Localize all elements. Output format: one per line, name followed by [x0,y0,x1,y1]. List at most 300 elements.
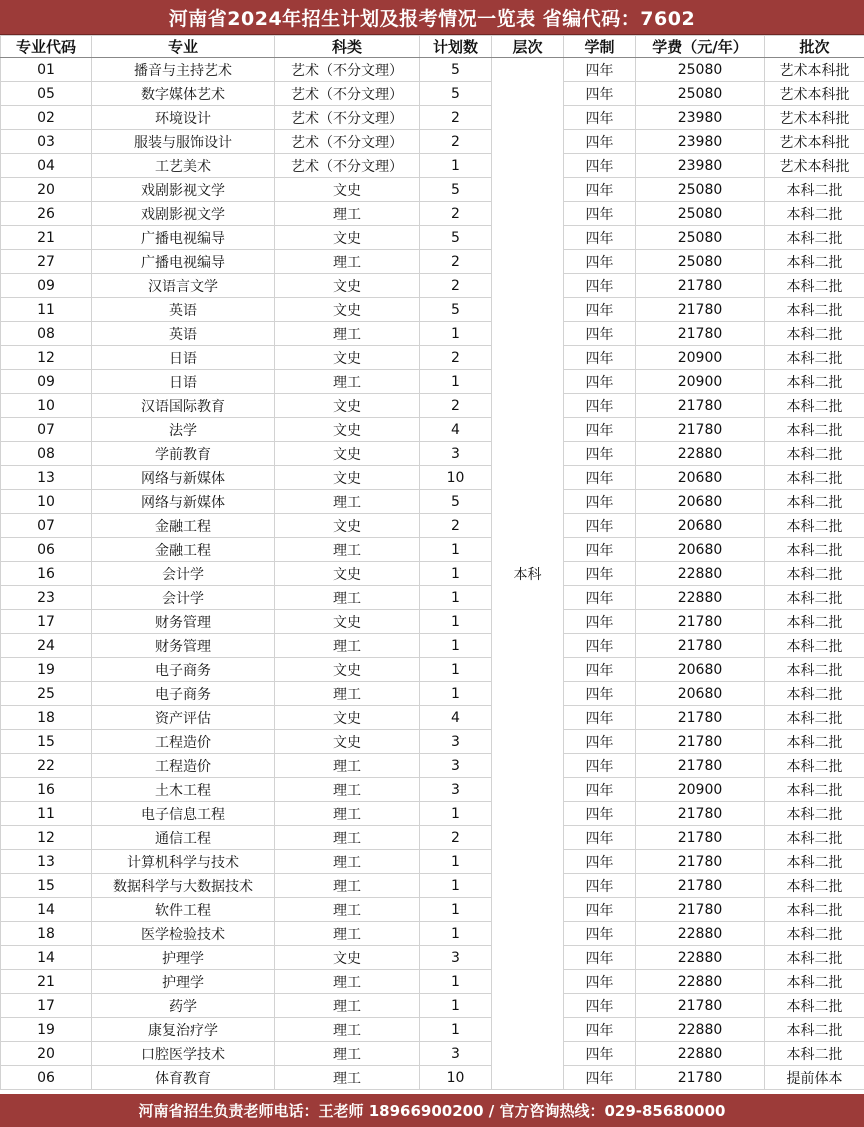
cell-duration: 四年 [564,874,636,898]
cell-duration: 四年 [564,658,636,682]
cell-plan: 1 [420,538,492,562]
cell-code: 25 [1,682,92,706]
table-row [1,394,864,418]
cell-duration: 四年 [564,298,636,322]
cell-code: 20 [1,1042,92,1066]
cell-plan: 1 [420,922,492,946]
cell-major: 财务管理 [92,634,275,658]
cell-major: 工程造价 [92,730,275,754]
cell-category: 艺术（不分文理） [275,106,420,130]
cell-code: 07 [1,418,92,442]
cell-category: 文史 [275,298,420,322]
cell-tuition: 22880 [636,442,765,466]
cell-code: 13 [1,850,92,874]
cell-category: 文史 [275,226,420,250]
cell-major: 电子商务 [92,658,275,682]
cell-batch: 本科二批 [765,418,864,442]
cell-batch: 本科二批 [765,826,864,850]
cell-plan: 10 [420,466,492,490]
cell-major: 计算机科学与技术 [92,850,275,874]
table-row [1,658,864,682]
cell-major: 汉语国际教育 [92,394,275,418]
cell-major: 财务管理 [92,610,275,634]
cell-tuition: 23980 [636,154,765,178]
cell-category: 文史 [275,418,420,442]
cell-batch: 本科二批 [765,442,864,466]
cell-category: 理工 [275,1018,420,1042]
cell-code: 02 [1,106,92,130]
cell-batch: 提前体本 [765,1066,864,1090]
cell-tuition: 20680 [636,466,765,490]
cell-major: 环境设计 [92,106,275,130]
cell-plan: 1 [420,682,492,706]
table-row [1,562,864,586]
cell-batch: 本科二批 [765,250,864,274]
cell-duration: 四年 [564,370,636,394]
table-row [1,178,864,202]
col-header-batch: 批次 [765,36,864,58]
cell-major: 服装与服饰设计 [92,130,275,154]
table-row [1,322,864,346]
table-row [1,250,864,274]
cell-duration: 四年 [564,202,636,226]
cell-plan: 2 [420,130,492,154]
cell-plan: 3 [420,442,492,466]
cell-duration: 四年 [564,1018,636,1042]
table-row [1,730,864,754]
cell-tuition: 21780 [636,634,765,658]
cell-major: 护理学 [92,970,275,994]
cell-tuition: 22880 [636,1042,765,1066]
cell-category: 文史 [275,658,420,682]
table-row [1,106,864,130]
cell-plan: 5 [420,226,492,250]
table-row [1,418,864,442]
cell-plan: 2 [420,346,492,370]
cell-major: 英语 [92,298,275,322]
cell-duration: 四年 [564,634,636,658]
cell-batch: 本科二批 [765,634,864,658]
cell-plan: 5 [420,298,492,322]
cell-code: 16 [1,562,92,586]
cell-tuition: 25080 [636,82,765,106]
cell-code: 16 [1,778,92,802]
table-row [1,922,864,946]
cell-tuition: 20680 [636,658,765,682]
table-row [1,946,864,970]
cell-category: 文史 [275,346,420,370]
cell-batch: 艺术本科批 [765,106,864,130]
cell-plan: 3 [420,946,492,970]
cell-batch: 本科二批 [765,562,864,586]
table-row [1,826,864,850]
cell-batch: 本科二批 [765,922,864,946]
cell-batch: 本科二批 [765,202,864,226]
cell-category: 理工 [275,586,420,610]
col-header-plan: 计划数 [420,36,492,58]
cell-duration: 四年 [564,466,636,490]
cell-tuition: 21780 [636,730,765,754]
cell-plan: 1 [420,850,492,874]
page-title: 河南省2024年招生计划及报考情况一览表 省编代码：7602 [0,0,864,35]
cell-category: 理工 [275,850,420,874]
table-row [1,802,864,826]
cell-batch: 本科二批 [765,994,864,1018]
cell-category: 文史 [275,466,420,490]
cell-duration: 四年 [564,1042,636,1066]
cell-batch: 艺术本科批 [765,130,864,154]
cell-plan: 1 [420,610,492,634]
cell-code: 20 [1,178,92,202]
cell-code: 23 [1,586,92,610]
cell-category: 理工 [275,994,420,1018]
table-header-row [1,36,864,58]
table-row [1,634,864,658]
cell-batch: 艺术本科批 [765,58,864,82]
table-row [1,130,864,154]
col-header-category: 科类 [275,36,420,58]
col-header-major: 专业 [92,36,275,58]
table-row [1,1018,864,1042]
cell-major: 广播电视编导 [92,250,275,274]
cell-level: 本科 [492,58,564,1090]
cell-plan: 1 [420,586,492,610]
cell-code: 11 [1,802,92,826]
cell-duration: 四年 [564,538,636,562]
cell-duration: 四年 [564,802,636,826]
cell-plan: 2 [420,394,492,418]
cell-major: 戏剧影视文学 [92,178,275,202]
cell-batch: 本科二批 [765,898,864,922]
cell-tuition: 21780 [636,754,765,778]
cell-code: 06 [1,538,92,562]
cell-code: 09 [1,370,92,394]
cell-plan: 1 [420,874,492,898]
cell-tuition: 20680 [636,514,765,538]
cell-major: 工程造价 [92,754,275,778]
cell-tuition: 21780 [636,826,765,850]
cell-duration: 四年 [564,178,636,202]
cell-batch: 本科二批 [765,370,864,394]
cell-plan: 1 [420,994,492,1018]
col-header-tuition: 学费（元/年） [636,36,765,58]
cell-major: 日语 [92,370,275,394]
table-row [1,682,864,706]
table-row [1,874,864,898]
cell-batch: 本科二批 [765,274,864,298]
cell-code: 08 [1,442,92,466]
cell-batch: 本科二批 [765,586,864,610]
cell-code: 07 [1,514,92,538]
cell-tuition: 21780 [636,898,765,922]
cell-batch: 本科二批 [765,706,864,730]
cell-plan: 3 [420,730,492,754]
cell-plan: 1 [420,898,492,922]
cell-major: 播音与主持艺术 [92,58,275,82]
cell-major: 土木工程 [92,778,275,802]
cell-major: 网络与新媒体 [92,490,275,514]
cell-code: 05 [1,82,92,106]
cell-major: 法学 [92,418,275,442]
cell-plan: 2 [420,250,492,274]
cell-plan: 2 [420,826,492,850]
cell-code: 17 [1,610,92,634]
cell-plan: 5 [420,58,492,82]
cell-major: 数字媒体艺术 [92,82,275,106]
cell-batch: 本科二批 [765,178,864,202]
cell-batch: 本科二批 [765,754,864,778]
cell-code: 12 [1,826,92,850]
cell-major: 金融工程 [92,538,275,562]
cell-duration: 四年 [564,346,636,370]
col-header-level: 层次 [492,36,564,58]
cell-tuition: 21780 [636,994,765,1018]
cell-code: 14 [1,898,92,922]
cell-tuition: 21780 [636,706,765,730]
table-row [1,970,864,994]
cell-duration: 四年 [564,106,636,130]
cell-category: 文史 [275,706,420,730]
cell-plan: 2 [420,274,492,298]
cell-duration: 四年 [564,826,636,850]
cell-code: 14 [1,946,92,970]
cell-category: 文史 [275,946,420,970]
cell-code: 03 [1,130,92,154]
cell-major: 戏剧影视文学 [92,202,275,226]
cell-major: 广播电视编导 [92,226,275,250]
cell-duration: 四年 [564,274,636,298]
cell-tuition: 20680 [636,538,765,562]
cell-batch: 本科二批 [765,874,864,898]
cell-category: 理工 [275,754,420,778]
cell-code: 27 [1,250,92,274]
table-row [1,58,864,82]
cell-category: 文史 [275,562,420,586]
table-row [1,754,864,778]
cell-category: 理工 [275,634,420,658]
cell-major: 软件工程 [92,898,275,922]
cell-category: 文史 [275,730,420,754]
table-row [1,202,864,226]
cell-plan: 1 [420,634,492,658]
cell-code: 26 [1,202,92,226]
cell-tuition: 22880 [636,946,765,970]
cell-tuition: 23980 [636,106,765,130]
table-row [1,898,864,922]
cell-duration: 四年 [564,322,636,346]
cell-code: 09 [1,274,92,298]
cell-batch: 本科二批 [765,802,864,826]
cell-category: 文史 [275,178,420,202]
cell-category: 理工 [275,538,420,562]
cell-duration: 四年 [564,778,636,802]
cell-major: 医学检验技术 [92,922,275,946]
table-row [1,466,864,490]
cell-major: 体育教育 [92,1066,275,1090]
cell-category: 理工 [275,970,420,994]
table-row [1,298,864,322]
cell-duration: 四年 [564,994,636,1018]
table-row [1,1042,864,1066]
table-row [1,154,864,178]
cell-plan: 1 [420,802,492,826]
cell-duration: 四年 [564,922,636,946]
col-header-code: 专业代码 [1,36,92,58]
cell-code: 04 [1,154,92,178]
cell-category: 理工 [275,250,420,274]
cell-tuition: 22880 [636,586,765,610]
table-row [1,778,864,802]
cell-category: 文史 [275,394,420,418]
cell-duration: 四年 [564,226,636,250]
cell-plan: 2 [420,106,492,130]
cell-batch: 本科二批 [765,322,864,346]
table-row [1,850,864,874]
cell-plan: 5 [420,490,492,514]
cell-duration: 四年 [564,970,636,994]
cell-category: 理工 [275,202,420,226]
cell-category: 理工 [275,682,420,706]
cell-code: 08 [1,322,92,346]
cell-duration: 四年 [564,682,636,706]
cell-duration: 四年 [564,562,636,586]
cell-major: 药学 [92,994,275,1018]
cell-tuition: 21780 [636,394,765,418]
cell-tuition: 22880 [636,970,765,994]
cell-code: 01 [1,58,92,82]
cell-plan: 1 [420,370,492,394]
table-row [1,370,864,394]
cell-batch: 本科二批 [765,298,864,322]
cell-batch: 本科二批 [765,514,864,538]
cell-tuition: 22880 [636,1018,765,1042]
cell-plan: 5 [420,178,492,202]
cell-batch: 本科二批 [765,850,864,874]
cell-duration: 四年 [564,394,636,418]
cell-batch: 本科二批 [765,226,864,250]
cell-major: 数据科学与大数据技术 [92,874,275,898]
cell-category: 理工 [275,922,420,946]
table-body [1,58,864,1090]
cell-tuition: 25080 [636,250,765,274]
cell-category: 理工 [275,322,420,346]
cell-major: 英语 [92,322,275,346]
cell-code: 19 [1,658,92,682]
cell-tuition: 25080 [636,178,765,202]
cell-duration: 四年 [564,586,636,610]
cell-code: 10 [1,394,92,418]
cell-code: 15 [1,874,92,898]
cell-category: 理工 [275,1042,420,1066]
cell-plan: 2 [420,202,492,226]
cell-category: 理工 [275,898,420,922]
table-row [1,82,864,106]
cell-code: 12 [1,346,92,370]
cell-category: 理工 [275,874,420,898]
cell-duration: 四年 [564,1066,636,1090]
cell-tuition: 21780 [636,298,765,322]
cell-batch: 本科二批 [765,538,864,562]
table-row [1,706,864,730]
cell-code: 13 [1,466,92,490]
cell-code: 18 [1,922,92,946]
cell-category: 文史 [275,514,420,538]
cell-batch: 本科二批 [765,610,864,634]
cell-batch: 本科二批 [765,682,864,706]
cell-batch: 本科二批 [765,346,864,370]
cell-duration: 四年 [564,154,636,178]
cell-duration: 四年 [564,610,636,634]
cell-tuition: 20900 [636,370,765,394]
cell-major: 会计学 [92,562,275,586]
col-header-duration: 学制 [564,36,636,58]
cell-tuition: 20680 [636,682,765,706]
table-row [1,538,864,562]
cell-plan: 3 [420,754,492,778]
cell-major: 工艺美术 [92,154,275,178]
cell-plan: 10 [420,1066,492,1090]
cell-major: 康复治疗学 [92,1018,275,1042]
cell-plan: 4 [420,418,492,442]
cell-major: 通信工程 [92,826,275,850]
cell-major: 资产评估 [92,706,275,730]
cell-code: 21 [1,970,92,994]
cell-tuition: 23980 [636,130,765,154]
cell-batch: 本科二批 [765,1018,864,1042]
cell-major: 日语 [92,346,275,370]
cell-plan: 1 [420,1018,492,1042]
cell-batch: 本科二批 [765,730,864,754]
cell-plan: 5 [420,82,492,106]
cell-duration: 四年 [564,490,636,514]
cell-batch: 本科二批 [765,466,864,490]
cell-duration: 四年 [564,730,636,754]
cell-plan: 3 [420,1042,492,1066]
cell-tuition: 22880 [636,562,765,586]
cell-code: 17 [1,994,92,1018]
table-row [1,274,864,298]
cell-batch: 本科二批 [765,658,864,682]
cell-category: 艺术（不分文理） [275,154,420,178]
contact-footer: 河南省招生负责老师电话：王老师 18966900200 / 官方咨询热线：029-85680000 [0,1094,864,1127]
cell-tuition: 21780 [636,1066,765,1090]
cell-batch: 本科二批 [765,394,864,418]
cell-batch: 本科二批 [765,970,864,994]
cell-category: 理工 [275,490,420,514]
cell-tuition: 25080 [636,202,765,226]
cell-category: 理工 [275,1066,420,1090]
cell-code: 10 [1,490,92,514]
table-row [1,346,864,370]
cell-major: 会计学 [92,586,275,610]
cell-duration: 四年 [564,898,636,922]
cell-major: 金融工程 [92,514,275,538]
cell-category: 理工 [275,826,420,850]
cell-major: 网络与新媒体 [92,466,275,490]
cell-category: 理工 [275,778,420,802]
cell-tuition: 21780 [636,610,765,634]
cell-tuition: 25080 [636,58,765,82]
cell-tuition: 21780 [636,850,765,874]
cell-category: 理工 [275,802,420,826]
cell-plan: 2 [420,514,492,538]
cell-code: 19 [1,1018,92,1042]
cell-tuition: 25080 [636,226,765,250]
cell-plan: 1 [420,322,492,346]
cell-plan: 1 [420,658,492,682]
cell-major: 护理学 [92,946,275,970]
cell-duration: 四年 [564,418,636,442]
